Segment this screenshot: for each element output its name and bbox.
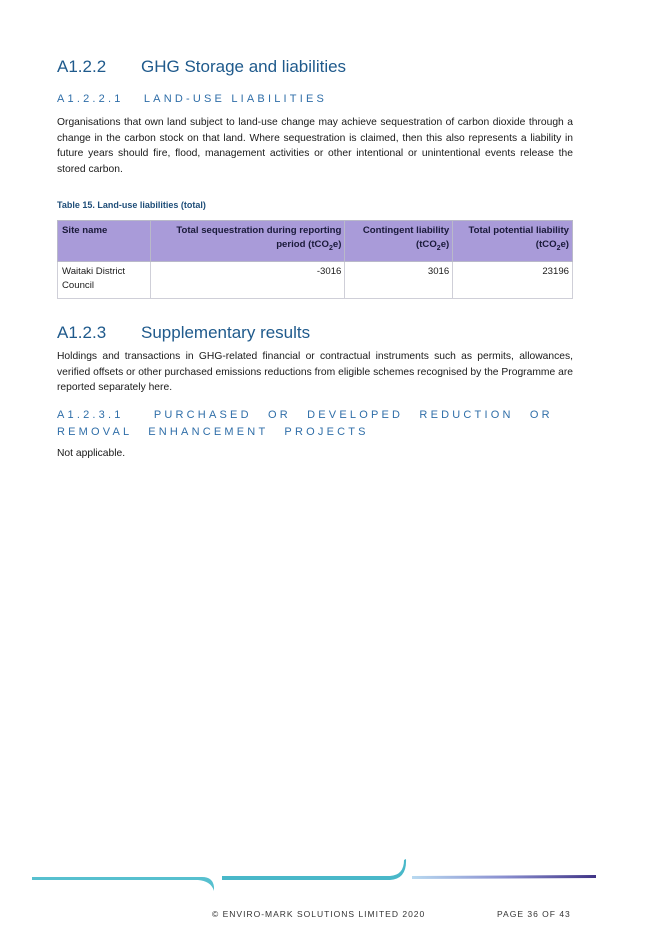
section-number: A1.2.2 [57, 57, 107, 76]
footer-copyright: © ENVIRO-MARK SOLUTIONS LIMITED 2020 [212, 909, 426, 919]
cell-sequestration: -3016 [150, 261, 345, 298]
cell-site-name: Waitaki District Council [58, 261, 151, 298]
cell-potential: 23196 [453, 261, 573, 298]
subsection-number: A1.2.2.1 [57, 93, 124, 105]
not-applicable-text: Not applicable. [57, 448, 126, 459]
footer-swoosh-decoration [30, 855, 600, 895]
landuse-paragraph: Organisations that own land subject to land-use change may achieve sequestration of carbon dioxide through a change in the carbon stock on that land. Where sequestration is claimed, then this also represents a liability in future years should fire, flood, management activities or other intentional or unintentional events release the stored carbon. [57, 117, 573, 175]
land-use-liabilities-table [57, 220, 573, 299]
header-total-potential-liability: Total potential liability (tCO$_2$e) [453, 221, 573, 262]
section-number: A1.2.3 [57, 323, 107, 342]
footer-page-number: PAGE 36 OF 43 [497, 909, 571, 919]
header-site-name: Site name [58, 221, 151, 262]
table-header-row [58, 221, 573, 262]
section-heading-a122 [57, 57, 346, 77]
section-title: Supplementary results [141, 323, 311, 342]
subsection-heading-a1231 [57, 407, 573, 441]
cell-contingent: 3016 [345, 261, 453, 298]
section-title: GHG Storage and liabilities [141, 57, 347, 76]
header-total-sequestration: Total sequestration during reporting period (tCO$_2$e) [150, 221, 345, 262]
supplementary-paragraph: Holdings and transactions in GHG-related financial or contractual instruments such as permits, allowances, verified offsets or other purchased emissions reductions from eligible schemes recognised by the Programme are reported separately here. [57, 351, 573, 394]
subsection-heading-a1221 [57, 91, 573, 108]
subsection-title: PURCHASED OR DEVELOPED REDUCTION OR REMOVAL ENHANCEMENT PROJECTS [57, 409, 553, 438]
table-row [58, 261, 573, 298]
subsection-number: A1.2.3.1 [57, 409, 124, 421]
section-heading-a123 [57, 323, 310, 343]
header-contingent-liability: Contingent liability (tCO$_2$e) [345, 221, 453, 262]
table-caption: Table 15. Land-use liabilities (total) [57, 200, 206, 210]
subsection-title: LAND-USE LIABILITIES [143, 93, 328, 105]
